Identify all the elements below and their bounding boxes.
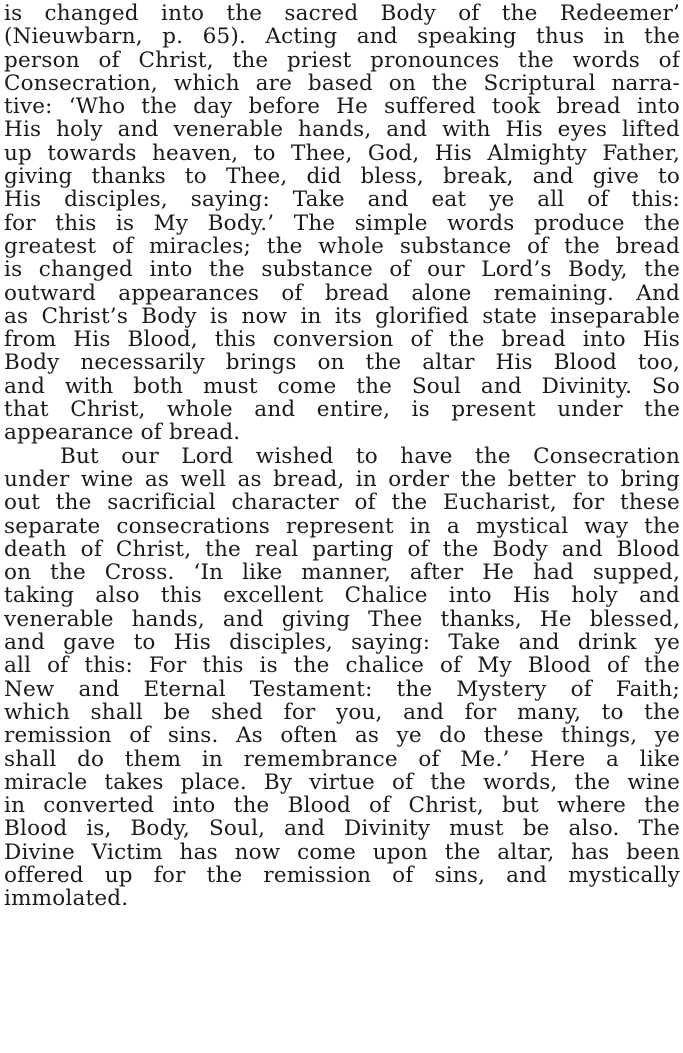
text-line: miracle takes place. By virtue of the words, the wine <box>4 770 680 795</box>
text-line: in converted into the Blood of Christ, but where the <box>4 794 680 818</box>
text-line: giving thanks to Thee, did bless, break, and give to <box>4 165 680 189</box>
text-line: on the Cross. ‘In like manner, after He had supped, <box>4 561 680 585</box>
text-line: is changed into the substance of our Lord’s Body, the <box>4 258 680 282</box>
text-line: Body necessarily brings on the altar His Blood too, <box>4 351 680 375</box>
text-line: outward appearances of bread alone remaining. And <box>4 281 680 305</box>
paragraph <box>4 445 680 911</box>
text-line: immolated. <box>4 887 129 911</box>
text-line: offered up for the remission of sins, and mystically <box>4 863 680 888</box>
text-line: which shall be shed for you, and for many, to the <box>4 700 680 725</box>
text-line: for this is My Body.’ The simple words produce the <box>4 211 680 235</box>
text-line: New and Eternal Testament: the Mystery of Faith; <box>4 677 680 701</box>
text-line: Divine Victim has now come upon the altar, has been <box>4 840 680 864</box>
text-line: Blood is, Body, Soul, and Divinity must be also. The <box>4 817 680 841</box>
text-line: His disciples, saying: Take and eat ye all of this: <box>4 188 680 212</box>
text-line: up towards heaven, to Thee, God, His Almighty Father, <box>4 141 680 166</box>
text-line: is changed into the sacred Body of the Redeemer’ <box>4 2 680 26</box>
text-line: But our Lord wished to have the Consecration <box>60 444 680 468</box>
text-line: His holy and venerable hands, and with His eyes lifted <box>4 118 680 142</box>
text-line: greatest of miracles; the whole substance of the bread <box>4 234 680 259</box>
text-line: venerable hands, and giving Thee thanks, He blessed, <box>4 607 680 632</box>
text-line: person of Christ, the priest pronounces the words of <box>4 48 680 72</box>
text-line: separate consecrations represent in a mystical way the <box>4 514 680 538</box>
text-line: that Christ, whole and entire, is present under the <box>4 398 680 422</box>
text-line: and with both must come the Soul and Divinity. So <box>4 374 680 399</box>
text-line: all of this: For this is the chalice of My Blood of the <box>4 654 680 678</box>
page-text <box>4 2 680 911</box>
text-line: and gave to His disciples, saying: Take and drink ye <box>4 631 680 655</box>
text-line: under wine as well as bread, in order the better to bring <box>4 467 680 492</box>
text-line: out the sacrificial character of the Eucharist, for these <box>4 491 680 515</box>
text-line: taking also this excellent Chalice into His holy and <box>4 584 680 608</box>
text-line: appearance of bread. <box>4 421 241 445</box>
text-line: (Nieuwbarn, p. 65). Acting and speaking thus in the <box>4 25 680 49</box>
text-line: from His Blood, this conversion of the bread into His <box>4 328 680 352</box>
text-line: remission of sins. As often as ye do these things, ye <box>4 724 680 748</box>
text-line: death of Christ, the real parting of the Body and Blood <box>4 537 680 562</box>
paragraph <box>4 2 680 445</box>
text-line: tive: ‘Who the day before He suffered took bread into <box>4 95 680 119</box>
text-line: Consecration, which are based on the Scriptural narra- <box>4 71 680 96</box>
text-line: shall do them in remembrance of Me.’ Here a like <box>4 747 680 771</box>
text-line: as Christ’s Body is now in its glorified state inseparable <box>4 304 680 329</box>
